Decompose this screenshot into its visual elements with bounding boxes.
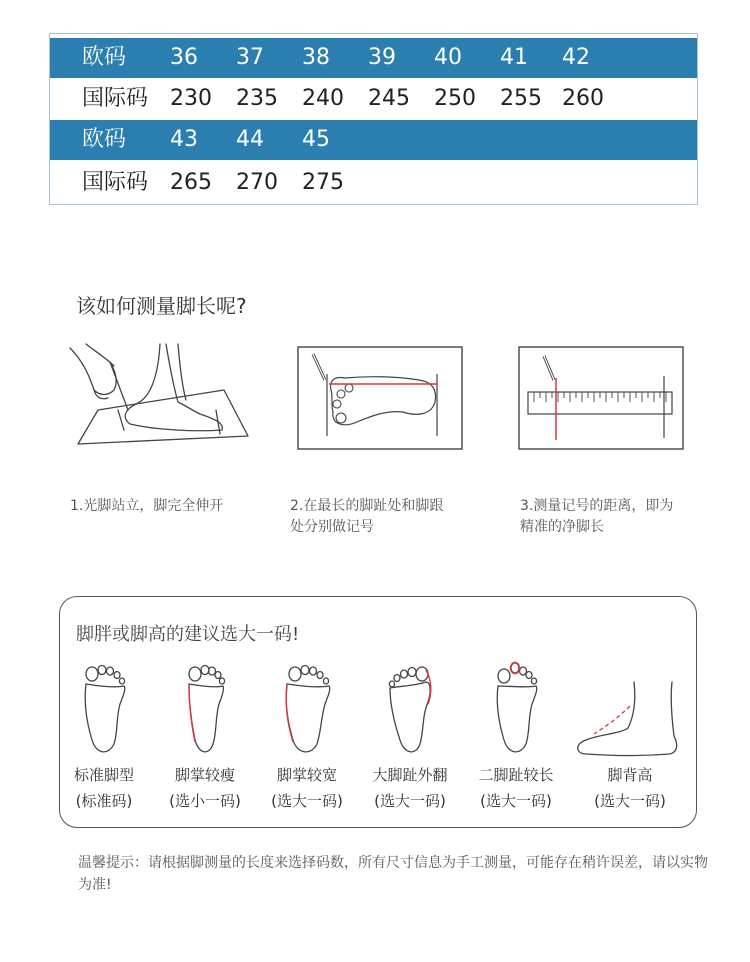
bunion-foot-icon <box>380 660 440 760</box>
measure-question-heading: 该如何测量脚长呢? <box>76 294 247 318</box>
measure-ruler-illustration <box>518 346 684 450</box>
row-label: 国际码 <box>82 170 149 195</box>
table-cell: 41 <box>500 45 528 70</box>
size-chart-table <box>49 33 698 205</box>
table-cell: 275 <box>302 170 344 195</box>
table-cell: 265 <box>170 170 212 195</box>
foot-type-standard <box>54 660 154 810</box>
foot-type-label: 标准脚型 <box>73 766 134 784</box>
step-1-caption: 1.光脚站立，脚完全伸开 <box>70 498 224 514</box>
foot-type-label: 大脚趾外翻 <box>372 766 448 784</box>
foot-type-bunion <box>360 660 460 810</box>
table-cell: 230 <box>170 86 212 111</box>
standard-foot-icon <box>74 660 134 760</box>
warm-tip-note: 温馨提示：请根据脚测量的长度来选择码数，所有尺寸信息为手工测量，可能存在稍许误差，请以实物为准! <box>78 855 708 893</box>
foot-type-advice: (选大一码) <box>594 792 666 810</box>
table-cell: 42 <box>562 45 590 70</box>
table-cell: 260 <box>562 86 604 111</box>
foot-type-thin <box>155 660 255 810</box>
table-cell: 36 <box>170 45 198 70</box>
table-cell: 39 <box>368 45 396 70</box>
foot-type-label: 脚掌较宽 <box>276 766 337 784</box>
step-3-caption-line-1: 3.测量记号的距离，即为 <box>520 498 674 514</box>
step-2-caption-line-2: 处分别做记号 <box>290 519 374 535</box>
foot-type-advice: (选大一码) <box>271 792 343 810</box>
table-row-eu-1 <box>50 38 697 78</box>
high-instep-icon <box>574 660 680 760</box>
foot-type-advice: (标准码) <box>75 792 133 810</box>
table-cell: 40 <box>434 45 462 70</box>
table-row-intl-2 <box>50 162 697 204</box>
table-cell: 270 <box>236 170 278 195</box>
step-2-caption-line-1: 2.在最长的脚趾处和脚跟 <box>290 498 444 514</box>
table-cell: 43 <box>170 127 198 152</box>
table-cell: 255 <box>500 86 542 111</box>
foot-type-label: 脚背高 <box>607 766 653 784</box>
row-label: 欧码 <box>82 127 127 152</box>
foot-type-advice: (选大一码) <box>480 792 552 810</box>
table-cell: 38 <box>302 45 330 70</box>
foot-type-advice: (选大一码) <box>374 792 446 810</box>
foot-type-label: 脚掌较瘦 <box>174 766 235 784</box>
advice-title: 脚胖或脚高的建议选大一码! <box>76 624 300 645</box>
foot-type-wide <box>257 660 357 810</box>
table-row-intl-1 <box>50 78 697 120</box>
foot-type-advice: (选小一码) <box>169 792 241 810</box>
table-row-eu-2 <box>50 120 697 160</box>
row-label: 欧码 <box>82 45 127 70</box>
table-cell: 44 <box>236 127 264 152</box>
foot-type-long-second-toe <box>466 660 566 810</box>
step-3-caption <box>520 496 673 538</box>
step-3-caption-line-2: 精准的净脚长 <box>520 519 604 535</box>
step-2-caption <box>290 496 443 538</box>
mark-toe-heel-illustration <box>297 346 463 450</box>
table-cell: 235 <box>236 86 278 111</box>
foot-type-label: 二脚趾较长 <box>478 766 554 784</box>
table-cell: 240 <box>302 86 344 111</box>
table-cell: 45 <box>302 127 330 152</box>
wide-foot-icon <box>277 660 337 760</box>
foot-type-high-instep <box>580 660 680 810</box>
table-cell: 250 <box>434 86 476 111</box>
stand-barefoot-illustration <box>66 338 256 450</box>
long-second-toe-icon <box>486 660 546 760</box>
table-cell: 245 <box>368 86 410 111</box>
row-label: 国际码 <box>82 86 149 111</box>
table-cell: 37 <box>236 45 264 70</box>
thin-foot-icon <box>175 660 235 760</box>
